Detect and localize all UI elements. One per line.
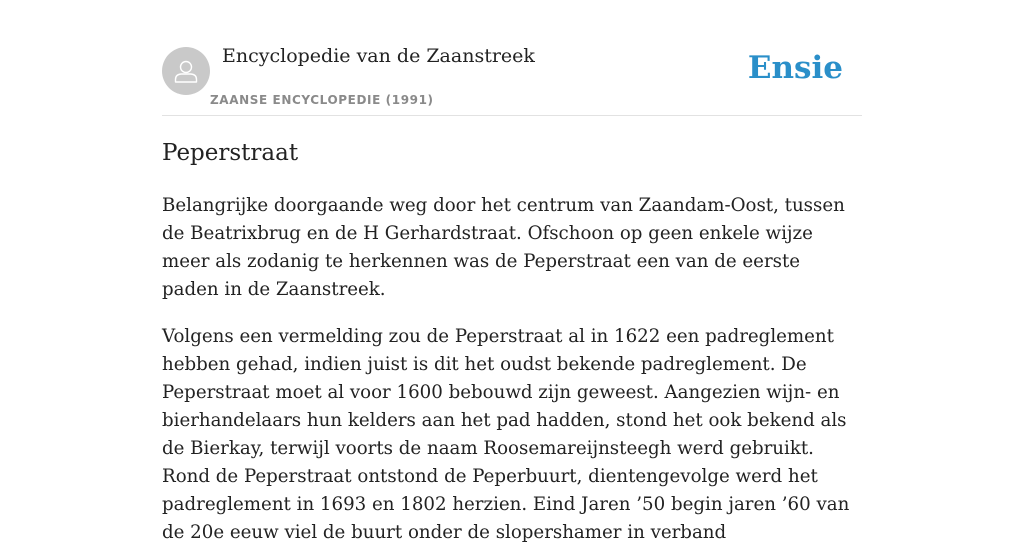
avatar[interactable]: [162, 47, 210, 95]
article-title: Peperstraat: [162, 140, 299, 166]
content-container: [162, 0, 862, 543]
article-paragraph: Belangrijke doorgaande weg door het centrum van Zaandam-Oost, tussen de Beatrixbrug en de H Gerhardstraat. Ofschoon op geen enkele wijze meer als zodanig te herkennen was de Peperstraat een van de eerste paden in de Zaanstreek.: [162, 195, 845, 300]
header: [162, 0, 862, 116]
brand-logo-link[interactable]: Ensie: [747, 50, 843, 86]
source-subtitle: ZAANSE ENCYCLOPEDIE (1991): [210, 93, 434, 107]
user-icon: [172, 57, 200, 85]
source-title-link[interactable]: Encyclopedie van de Zaanstreek: [222, 45, 535, 67]
article-paragraph: Volgens een vermelding zou de Peperstraat al in 1622 een padreglement hebben gehad, indien juist is dit het oudst bekende padreglement. De Peperstraat moet al voor 1600 bebouwd zijn geweest. Aangezien wijn- en bierhandelaars hun kelders aan het pad hadden, stond het ook bekend als de Bierkay, terwijl voorts de naam Roosemareijnsteegh werd gebruikt. Rond de Peperstraat ontstond de Peperbuurt, dientengevolge werd het padreglement in 1693 en 1802 herzien. Eind Jaren ’50 begin jaren ’60 van de 20e eeuw viel de buurt onder de slopershamer in verband: [162, 326, 850, 543]
